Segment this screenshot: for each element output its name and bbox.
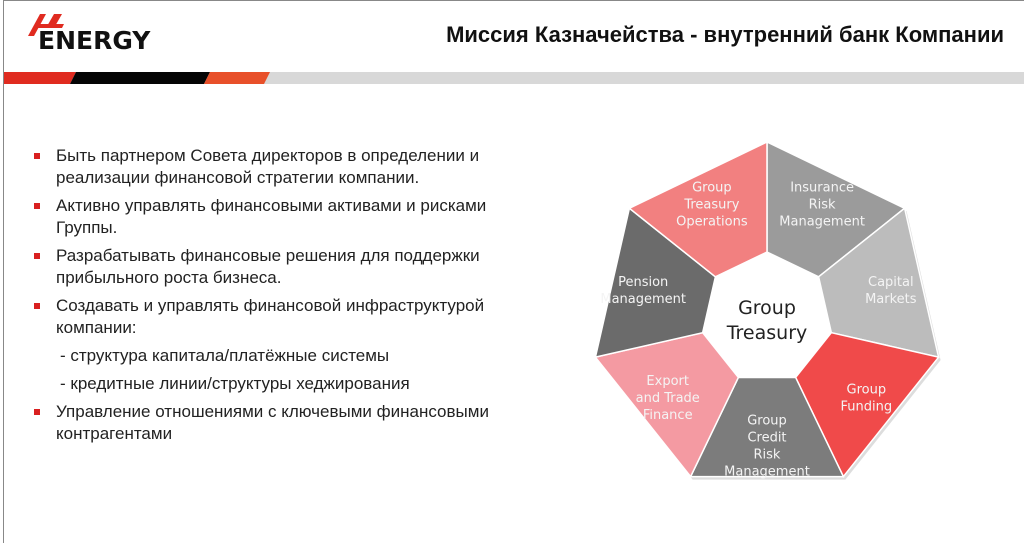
segment-label: Management [724, 464, 810, 480]
segment-label: Capital [868, 275, 914, 291]
segment-label: Risk [753, 447, 781, 463]
list-item: Активно управлять финансовыми активами и рисками Группы. [34, 195, 494, 239]
list-item: Управление отношениями с ключевыми финансовыми контрагентами [34, 401, 494, 445]
segment-label: Management [779, 214, 865, 230]
segment-label: Pension [618, 275, 669, 291]
list-item: Быть партнером Совета директоров в определении и реализации финансовой стратегии компании. [34, 145, 494, 189]
center-label: Group [738, 297, 796, 319]
header-stripe [4, 72, 1024, 84]
segment-label: Treasury [684, 197, 740, 213]
segment-label: Operations [676, 214, 748, 230]
list-item: Создавать и управлять финансовой инфраструктурой компании: [34, 295, 494, 339]
list-item: - кредитные линии/структуры хеджирования [60, 374, 410, 393]
list-item: - структура капитала/платёжные системы [60, 346, 390, 365]
center-label: Treasury [726, 322, 808, 344]
segment-label: Group [692, 180, 732, 196]
segment-label: Risk [808, 197, 836, 213]
segment-label: Export [646, 374, 689, 390]
segment-label: Markets [865, 292, 917, 308]
mission-list [34, 145, 494, 451]
segment-label: and Trade [635, 391, 700, 407]
segment-label: Management [600, 292, 687, 308]
segment-label: Finance [642, 408, 693, 424]
segment-label: Insurance [790, 180, 854, 196]
segment-label: Funding [840, 399, 893, 415]
list-item: Разрабатывать финансовые решения для поддержки прибыльного роста бизнеса. [34, 245, 494, 289]
logo-text: ENERGY [38, 26, 151, 55]
treasury-heptagon-diagram [590, 130, 950, 490]
segment-label: Group [846, 382, 887, 398]
page-title: Миссия Казначейства - внутренний банк Компании [446, 22, 1004, 47]
segment-label: Credit [747, 430, 787, 446]
segment-label: Group [747, 413, 787, 429]
